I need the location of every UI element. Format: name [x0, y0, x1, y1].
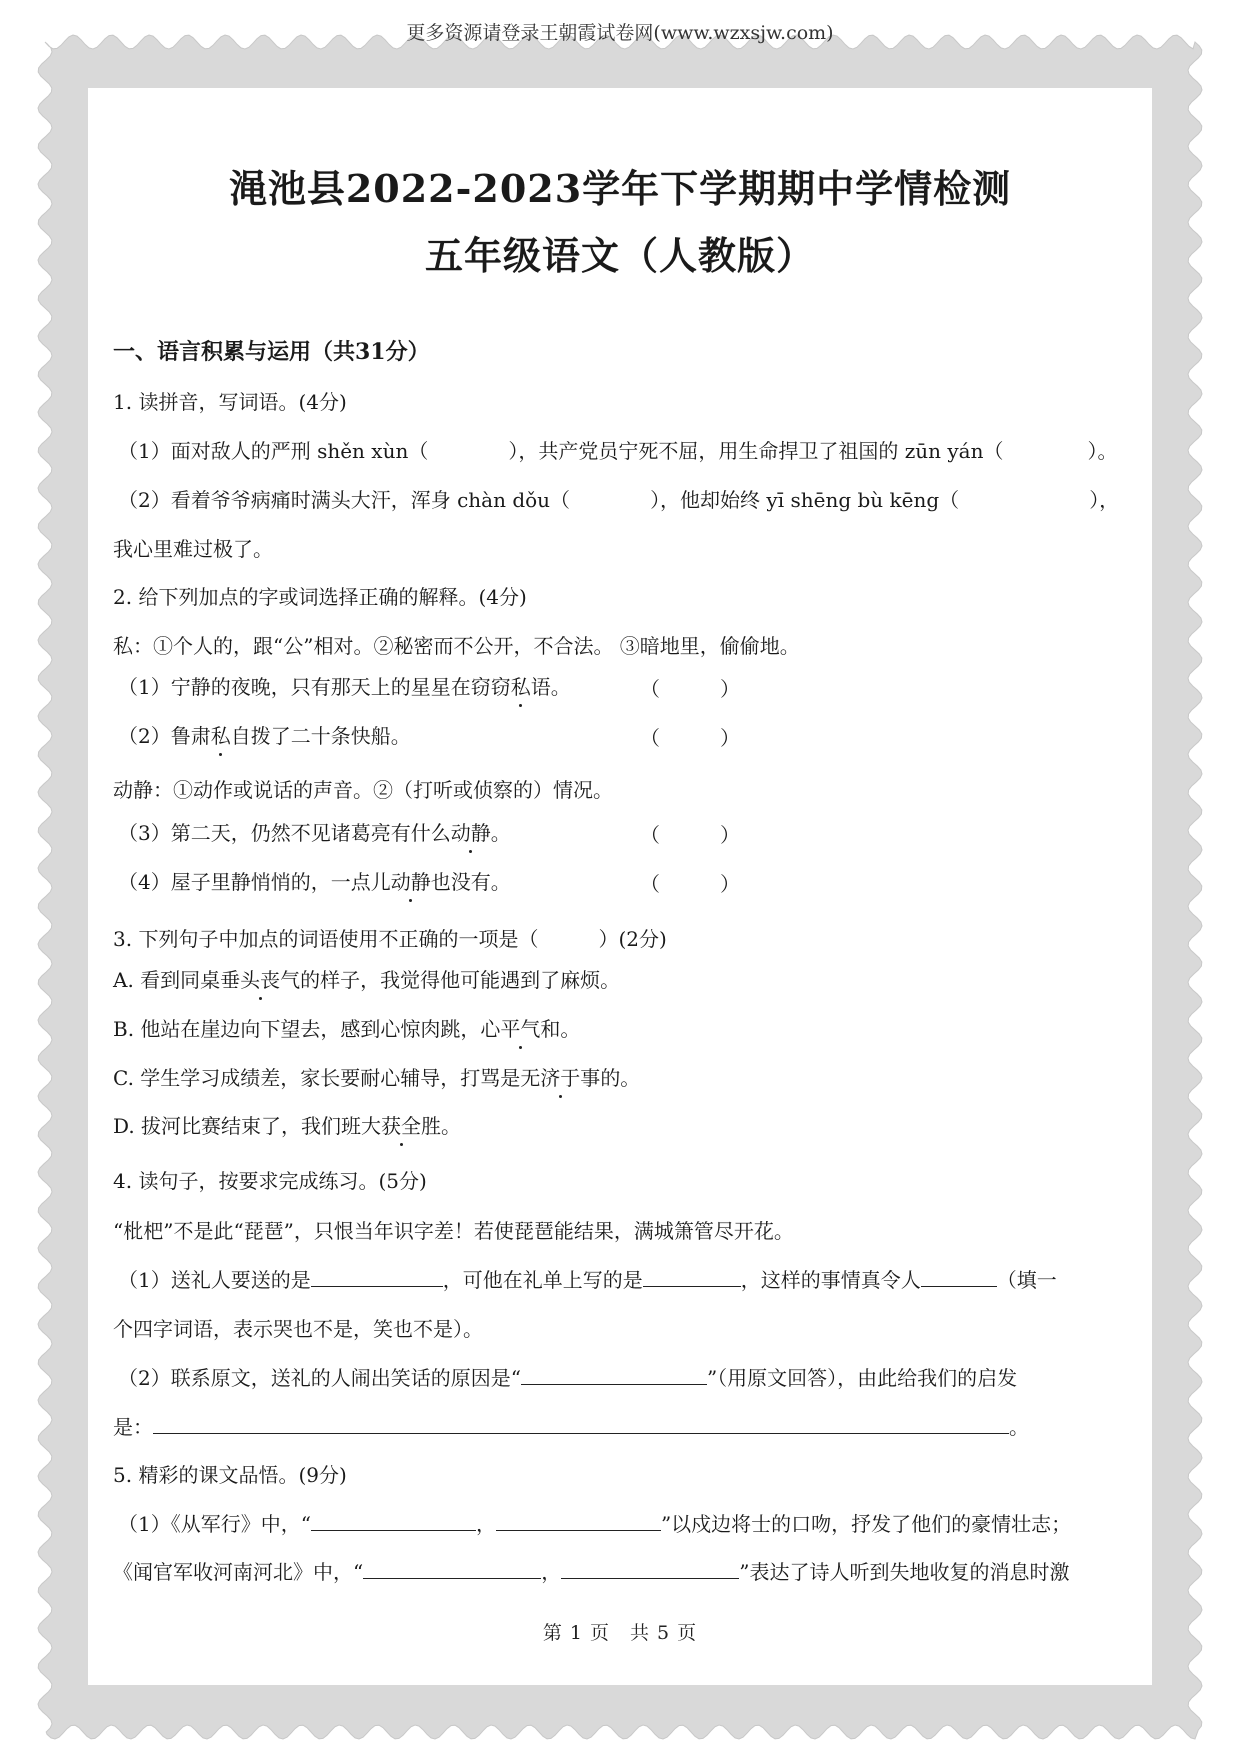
text: C. 学生学习成绩差，家长要耐心辅导，打骂是	[113, 1066, 521, 1090]
text: （1）《从军行》中，“	[118, 1512, 311, 1536]
question-2-item-4	[118, 868, 1127, 896]
fill-blank[interactable]	[521, 1364, 707, 1385]
text: ，可他在礼单上写的是	[442, 1268, 643, 1292]
text: 《闻官军收河南河北》中，“	[113, 1560, 364, 1584]
text: 。	[441, 1114, 462, 1138]
text: ”以戍边将士的口吻，抒发了他们的豪情壮志；	[660, 1512, 1072, 1536]
question-4-line-3	[118, 1364, 1127, 1392]
section-heading: 一、语言积累与运用（共31分）	[113, 339, 430, 365]
question-5-heading: 5. 精彩的课文品悟。(9分)	[113, 1463, 347, 1487]
answer-paren: （ ）	[640, 872, 740, 896]
page-footer: 第 1 页 共 5 页	[542, 1622, 698, 1644]
exam-title: 渑池县2022-2023学年下学期期中学情检测	[228, 166, 1012, 211]
definition-dongjing: 动静：①动作或说话的声音。②（打听或侦察的）情况。	[113, 778, 613, 802]
exam-subtitle: 五年级语文（人教版）	[424, 233, 815, 278]
question-2-item-2	[118, 722, 1127, 750]
dotted-word: 垂头丧气	[220, 968, 301, 992]
answer-paren: （ ）	[640, 726, 740, 750]
text: （填一	[996, 1268, 1057, 1292]
fill-blank[interactable]	[496, 1510, 661, 1531]
dotted-word: 心平气和	[480, 1017, 561, 1041]
option-c	[113, 1064, 1127, 1092]
dotted-word: 动静	[390, 870, 431, 894]
text: （1）面对敌人的严刑 shěn xùn（	[118, 439, 429, 463]
fill-blank[interactable]	[311, 1266, 443, 1287]
text: ），他却始终 yī shēng bù kēng（	[650, 488, 960, 512]
question-4-line-1	[118, 1266, 1127, 1294]
text: A. 看到同桌	[113, 968, 221, 992]
dotted-word: 动静	[450, 821, 491, 845]
text: 的。	[600, 1066, 641, 1090]
text: ”（用原文回答），由此给我们的启发	[706, 1366, 1018, 1390]
question-1-line-3: 我心里难过极了。	[113, 537, 273, 561]
text: （4）屋子里静悄悄的，一点儿	[118, 870, 391, 894]
fill-blank[interactable]	[363, 1558, 541, 1579]
text: ），共产党员宁死不屈，用生命捍卫了祖国的 zūn yán（	[508, 439, 1004, 463]
question-1-line-1	[118, 437, 1127, 465]
question-4-quote: “枇杷”不是此“琵琶”，只恨当年识字差！若使琵琶能结果，满城箫管尽开花。	[113, 1219, 794, 1243]
text: 。	[560, 1017, 581, 1041]
question-1-heading: 1. 读拼音，写词语。(4分)	[113, 390, 347, 414]
question-2-heading: 2. 给下列加点的字或词选择正确的解释。(4分)	[113, 585, 527, 609]
text: B. 他站在崖边向下望去，感到心惊肉跳，	[113, 1017, 481, 1041]
answer-paren: （ ）	[640, 677, 740, 701]
definition-si: 私：①个人的，跟“公”相对。②秘密而不公开，不合法。 ③暗地里，偷偷地。	[113, 634, 800, 658]
question-1-line-2	[118, 486, 1127, 514]
text: 也没有。	[430, 870, 511, 894]
option-d	[113, 1112, 1127, 1140]
text: ”表达了诗人听到失地收复的消息时激	[739, 1560, 1070, 1584]
fill-blank[interactable]	[153, 1413, 1009, 1434]
question-2-item-1	[118, 673, 1127, 701]
text: 。	[490, 821, 511, 845]
question-2-item-3	[118, 819, 1127, 847]
text: ，这样的事情真令人	[740, 1268, 921, 1292]
question-4-line-4	[113, 1413, 1127, 1441]
resource-banner: 更多资源请登录王朝霞试卷网(www.wzxsjw.com)	[406, 22, 834, 44]
question-5-line-2	[113, 1558, 1127, 1586]
dotted-word: 大获全胜	[361, 1114, 442, 1138]
text: 语。	[530, 675, 571, 699]
text: ），	[1089, 488, 1120, 512]
text: （2）看着爷爷病痛时满头大汗，浑身 chàn dǒu（	[118, 488, 571, 512]
text: （1）宁静的夜晚，只有那天上的星星在窃窃	[118, 675, 511, 699]
text: 是：	[113, 1415, 153, 1439]
option-a	[113, 966, 1127, 994]
question-5-line-1	[118, 1510, 1127, 1538]
text: （2）联系原文，送礼的人闹出笑话的原因是“	[118, 1366, 521, 1390]
option-b	[113, 1015, 1127, 1043]
text: ，	[541, 1560, 562, 1584]
question-4-heading: 4. 读句子，按要求完成练习。(5分)	[113, 1169, 427, 1193]
text: （3）第二天，仍然不见诸葛亮有什么	[118, 821, 451, 845]
dotted-char: 私	[210, 724, 231, 748]
text: ，	[475, 1512, 496, 1536]
text: 。	[1009, 1415, 1029, 1439]
dotted-word: 无济于事	[520, 1066, 601, 1090]
text: 的样子，我觉得他可能遇到了麻烦。	[300, 968, 621, 992]
question-4-line-2: 个四字词语，表示哭也不是，笑也不是）。	[113, 1317, 483, 1341]
text: （2）鲁肃	[118, 724, 211, 748]
fill-blank[interactable]	[561, 1558, 739, 1579]
text: D. 拔河比赛结束了，我们班	[113, 1114, 362, 1138]
question-3-heading: 3. 下列句子中加点的词语使用不正确的一项是（ ）(2分)	[113, 927, 667, 951]
fill-blank[interactable]	[643, 1266, 741, 1287]
fill-blank[interactable]	[921, 1266, 997, 1287]
text: 自拨了二十条快船。	[230, 724, 411, 748]
text: （1）送礼人要送的是	[118, 1268, 311, 1292]
text: ）。	[1087, 439, 1118, 463]
fill-blank[interactable]	[311, 1510, 476, 1531]
dotted-char: 私	[510, 675, 531, 699]
answer-paren: （ ）	[640, 823, 740, 847]
